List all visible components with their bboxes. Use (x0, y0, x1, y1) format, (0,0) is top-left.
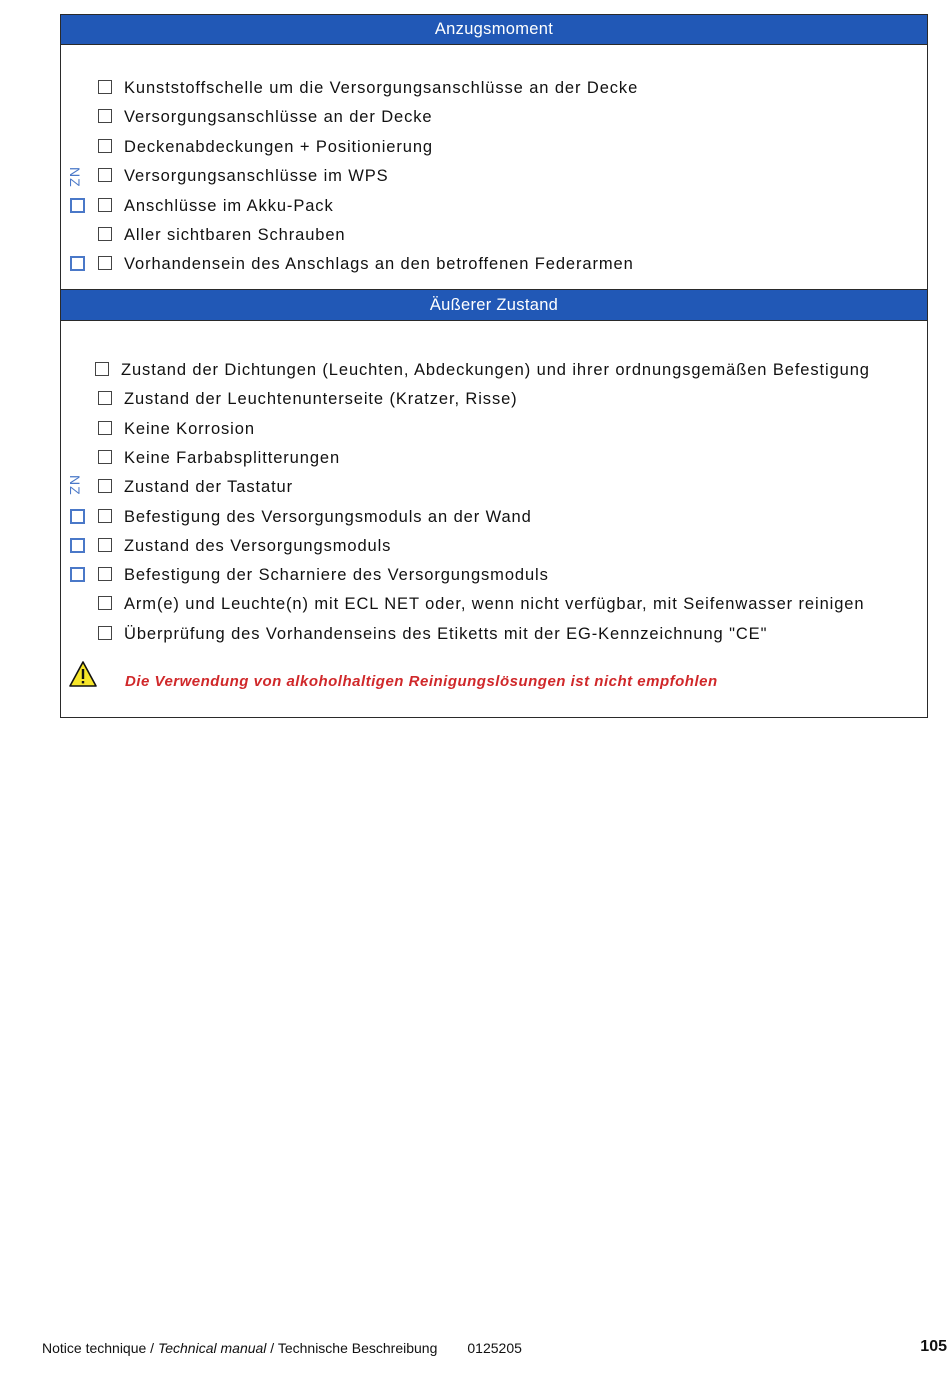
checklist-item (61, 622, 927, 646)
item-checkbox[interactable] (98, 80, 112, 94)
checklist-table (60, 14, 928, 718)
item-checkbox[interactable] (98, 421, 112, 435)
item-checkbox[interactable] (98, 538, 112, 552)
item-label: Überprüfung des Vorhandenseins des Etiketts mit der EG-Kennzeichnung "CE" (124, 624, 768, 643)
item-checkbox[interactable] (98, 198, 112, 212)
item-label: Versorgungsanschlüsse im WPS (124, 167, 389, 186)
nz-column-label: NZ (67, 167, 83, 188)
checklist-item (61, 563, 927, 587)
item-checkbox[interactable] (98, 139, 112, 153)
checklist-item (61, 194, 927, 218)
nz-checkbox[interactable] (70, 198, 85, 213)
footer-part3: / Technische Beschreibung (266, 1340, 438, 1356)
item-checkbox[interactable] (98, 596, 112, 610)
nz-checkbox[interactable] (70, 509, 85, 524)
item-checkbox[interactable] (98, 567, 112, 581)
checklist-item (61, 76, 927, 100)
footer (42, 1340, 522, 1356)
item-checkbox[interactable] (98, 227, 112, 241)
item-label: Kunststoffschelle um die Versorgungsanschlüsse an der Decke (124, 79, 639, 97)
item-label: Keine Farbabsplitterungen (124, 448, 341, 467)
checklist-item (61, 387, 927, 411)
section-title: Äußerer Zustand (61, 289, 927, 321)
item-checkbox[interactable] (98, 109, 112, 123)
nz-checkbox[interactable] (70, 256, 85, 271)
item-checkbox[interactable] (95, 362, 109, 376)
checklist-item (61, 223, 927, 247)
item-label: Zustand der Tastatur (124, 478, 294, 497)
checklist-item (61, 358, 927, 382)
section-anzugsmoment (61, 15, 927, 45)
item-label: Zustand der Dichtungen (Leuchten, Abdeckungen) und ihrer ordnungsgemäßen Befestigung (121, 361, 870, 379)
checklist-item (61, 505, 927, 529)
checklist-item (61, 135, 927, 159)
item-label: Zustand des Versorgungsmoduls (124, 536, 392, 555)
item-label: Befestigung der Scharniere des Versorgungsmoduls (124, 566, 549, 585)
item-label: Vorhandensein des Anschlags an den betroffenen Federarmen (124, 255, 634, 274)
item-checkbox[interactable] (98, 479, 112, 493)
item-checkbox[interactable] (98, 626, 112, 640)
footer-part1: Notice technique / (42, 1340, 158, 1356)
checklist-item (61, 475, 927, 499)
section-ausserer-zustand (61, 289, 927, 321)
checklist-item (61, 592, 927, 616)
nz-column-label: NZ (67, 475, 83, 496)
item-checkbox[interactable] (98, 168, 112, 182)
nz-checkbox[interactable] (70, 567, 85, 582)
item-label: Anschlüsse im Akku-Pack (124, 196, 334, 215)
footer-part2: Technical manual (157, 1340, 267, 1356)
item-label: Keine Korrosion (124, 419, 255, 438)
item-checkbox[interactable] (98, 509, 112, 523)
section-title: Anzugsmoment (61, 15, 927, 45)
item-label: Arm(e) und Leuchte(n) mit ECL NET oder, wenn nicht verfügbar, mit Seifenwasser reinigen (124, 595, 865, 614)
checklist-item (61, 252, 927, 276)
warning-triangle-icon (68, 660, 98, 688)
checklist-item (61, 417, 927, 441)
checklist-item (61, 164, 927, 188)
checklist-item (61, 446, 927, 470)
document-number: 0125205 (467, 1340, 522, 1356)
item-label: Befestigung des Versorgungsmoduls an der Wand (124, 507, 532, 526)
item-label: Zustand der Leuchtenunterseite (Kratzer, Risse) (124, 390, 518, 409)
item-label: Aller sichtbaren Schrauben (124, 226, 346, 244)
warning-text: Die Verwendung von alkoholhaltigen Reinigungslösungen ist nicht empfohlen (125, 673, 718, 690)
checklist-item (61, 534, 927, 558)
page-number: 105 (920, 1338, 947, 1355)
checklist-item (61, 105, 927, 129)
item-checkbox[interactable] (98, 256, 112, 270)
item-label: Deckenabdeckungen + Positionierung (124, 137, 434, 156)
nz-checkbox[interactable] (70, 538, 85, 553)
item-label: Versorgungsanschlüsse an der Decke (124, 108, 433, 127)
item-checkbox[interactable] (98, 391, 112, 405)
item-checkbox[interactable] (98, 450, 112, 464)
